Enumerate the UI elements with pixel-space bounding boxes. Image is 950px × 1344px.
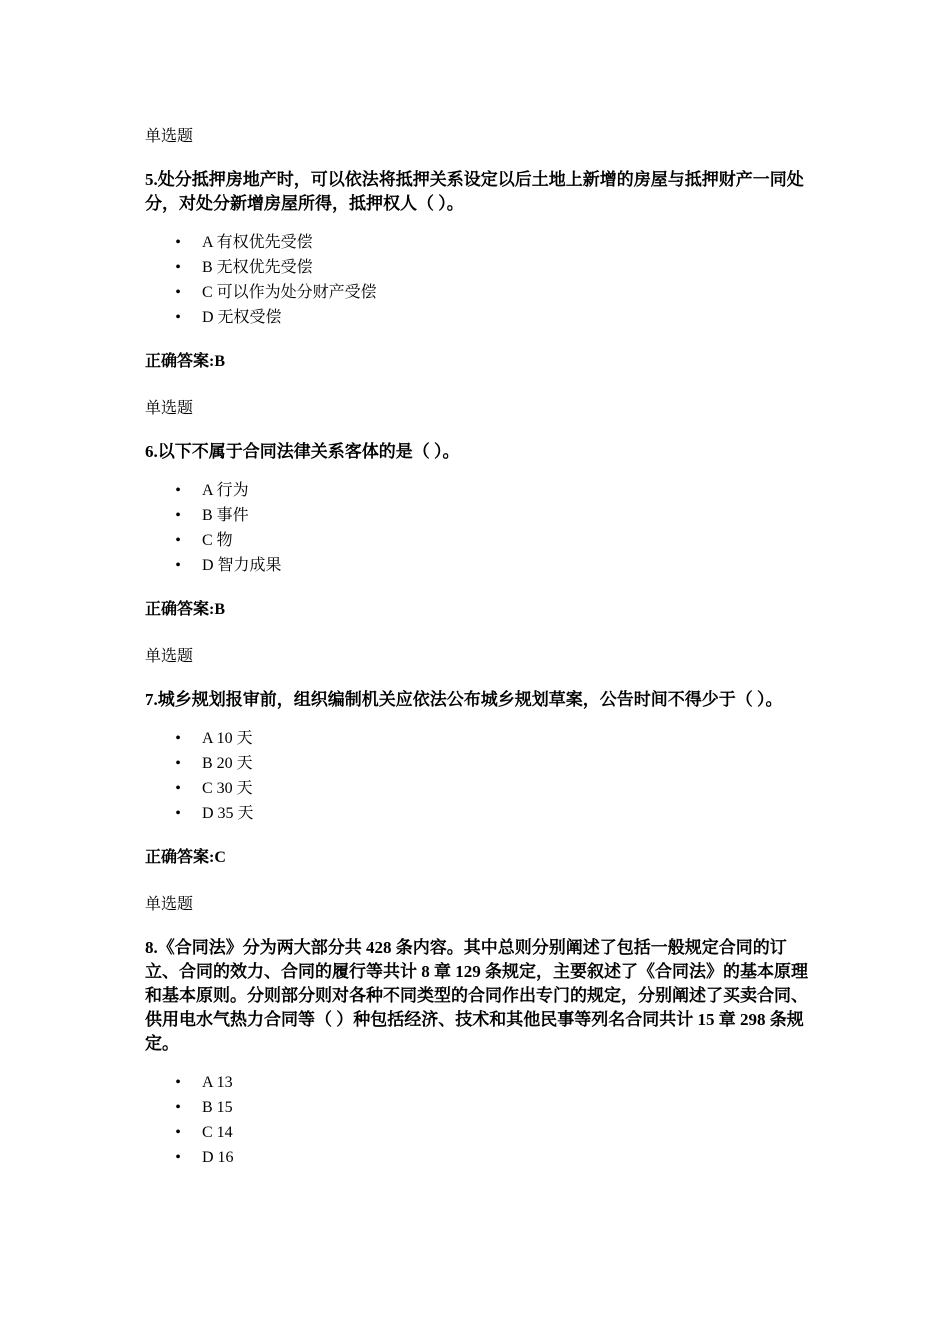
question-block-6 (145, 398, 810, 621)
question-type: 单选题 (145, 896, 194, 913)
option-label: B 20 天 (202, 755, 253, 772)
bullet-icon: • (175, 1124, 181, 1141)
bullet-icon: • (175, 1074, 181, 1091)
option-c (145, 528, 810, 553)
option-a (145, 478, 810, 503)
option-b (145, 1095, 810, 1120)
bullet-icon: • (175, 259, 181, 276)
option-b (145, 503, 810, 528)
question-text: 8.《合同法》分为两大部分共 428 条内容。其中总则分别阐述了包括一般规定合同的订立、合同的效力、合同的履行等共计 8 章 129 条规定，主要叙述了《合同法》的基本原理和基本原则。分则部分则对各种不同类型的合同作出专门的规定，分别阐述了买卖合同、供用电水气热力合同等（ ）种包括经济、技术和其他民事等列名合同共计 15 章 298 条规定。 (145, 938, 808, 1053)
bullet-icon: • (175, 482, 181, 499)
option-list (145, 726, 810, 826)
bullet-icon: • (175, 557, 181, 574)
option-label: B 事件 (202, 507, 249, 524)
option-label: C 14 (202, 1124, 233, 1141)
question-text: 5.处分抵押房地产时，可以依法将抵押关系设定以后土地上新增的房屋与抵押财产一同处分，对处分新增房屋所得，抵押权人（ ）。 (145, 170, 804, 213)
document-page (145, 126, 810, 1191)
question-text: 6.以下不属于合同法律关系客体的是（ ）。 (145, 442, 460, 461)
option-a (145, 230, 810, 255)
option-label: C 30 天 (202, 780, 253, 797)
option-label: D 16 (202, 1149, 234, 1166)
bullet-icon: • (175, 730, 181, 747)
bullet-icon: • (175, 284, 181, 301)
bullet-icon: • (175, 755, 181, 772)
bullet-icon: • (175, 780, 181, 797)
option-a (145, 1070, 810, 1095)
bullet-icon: • (175, 532, 181, 549)
option-label: B 15 (202, 1099, 233, 1116)
option-b (145, 751, 810, 776)
question-text: 7.城乡规划报审前，组织编制机关应依法公布城乡规划草案，公告时间不得少于（ ）。 (145, 690, 783, 709)
bullet-icon: • (175, 234, 181, 251)
question-block-8 (145, 894, 810, 1170)
option-d (145, 553, 810, 578)
option-list (145, 230, 810, 330)
question-block-7 (145, 646, 810, 869)
option-label: A 有权优先受偿 (202, 234, 313, 251)
option-d (145, 305, 810, 330)
option-label: C 物 (202, 532, 233, 549)
bullet-icon: • (175, 507, 181, 524)
option-c (145, 1120, 810, 1145)
option-label: B 无权优先受偿 (202, 259, 313, 276)
option-label: A 10 天 (202, 730, 253, 747)
question-type: 单选题 (145, 400, 194, 417)
correct-answer: 正确答案:B (145, 353, 226, 370)
question-type: 单选题 (145, 648, 194, 665)
bullet-icon: • (175, 805, 181, 822)
option-d (145, 801, 810, 826)
bullet-icon: • (175, 1149, 181, 1166)
bullet-icon: • (175, 1099, 181, 1116)
bullet-icon: • (175, 309, 181, 326)
option-a (145, 726, 810, 751)
option-label: D 智力成果 (202, 557, 282, 574)
option-label: A 行为 (202, 482, 249, 499)
option-label: A 13 (202, 1074, 233, 1091)
option-label: D 无权受偿 (202, 309, 282, 326)
option-c (145, 776, 810, 801)
correct-answer: 正确答案:B (145, 601, 226, 618)
question-type: 单选题 (145, 128, 194, 145)
option-list (145, 1070, 810, 1170)
option-label: C 可以作为处分财产受偿 (202, 284, 377, 301)
correct-answer: 正确答案:C (145, 849, 226, 866)
option-d (145, 1145, 810, 1170)
option-list (145, 478, 810, 578)
question-block-5 (145, 126, 810, 373)
option-c (145, 280, 810, 305)
option-label: D 35 天 (202, 805, 254, 822)
option-b (145, 255, 810, 280)
